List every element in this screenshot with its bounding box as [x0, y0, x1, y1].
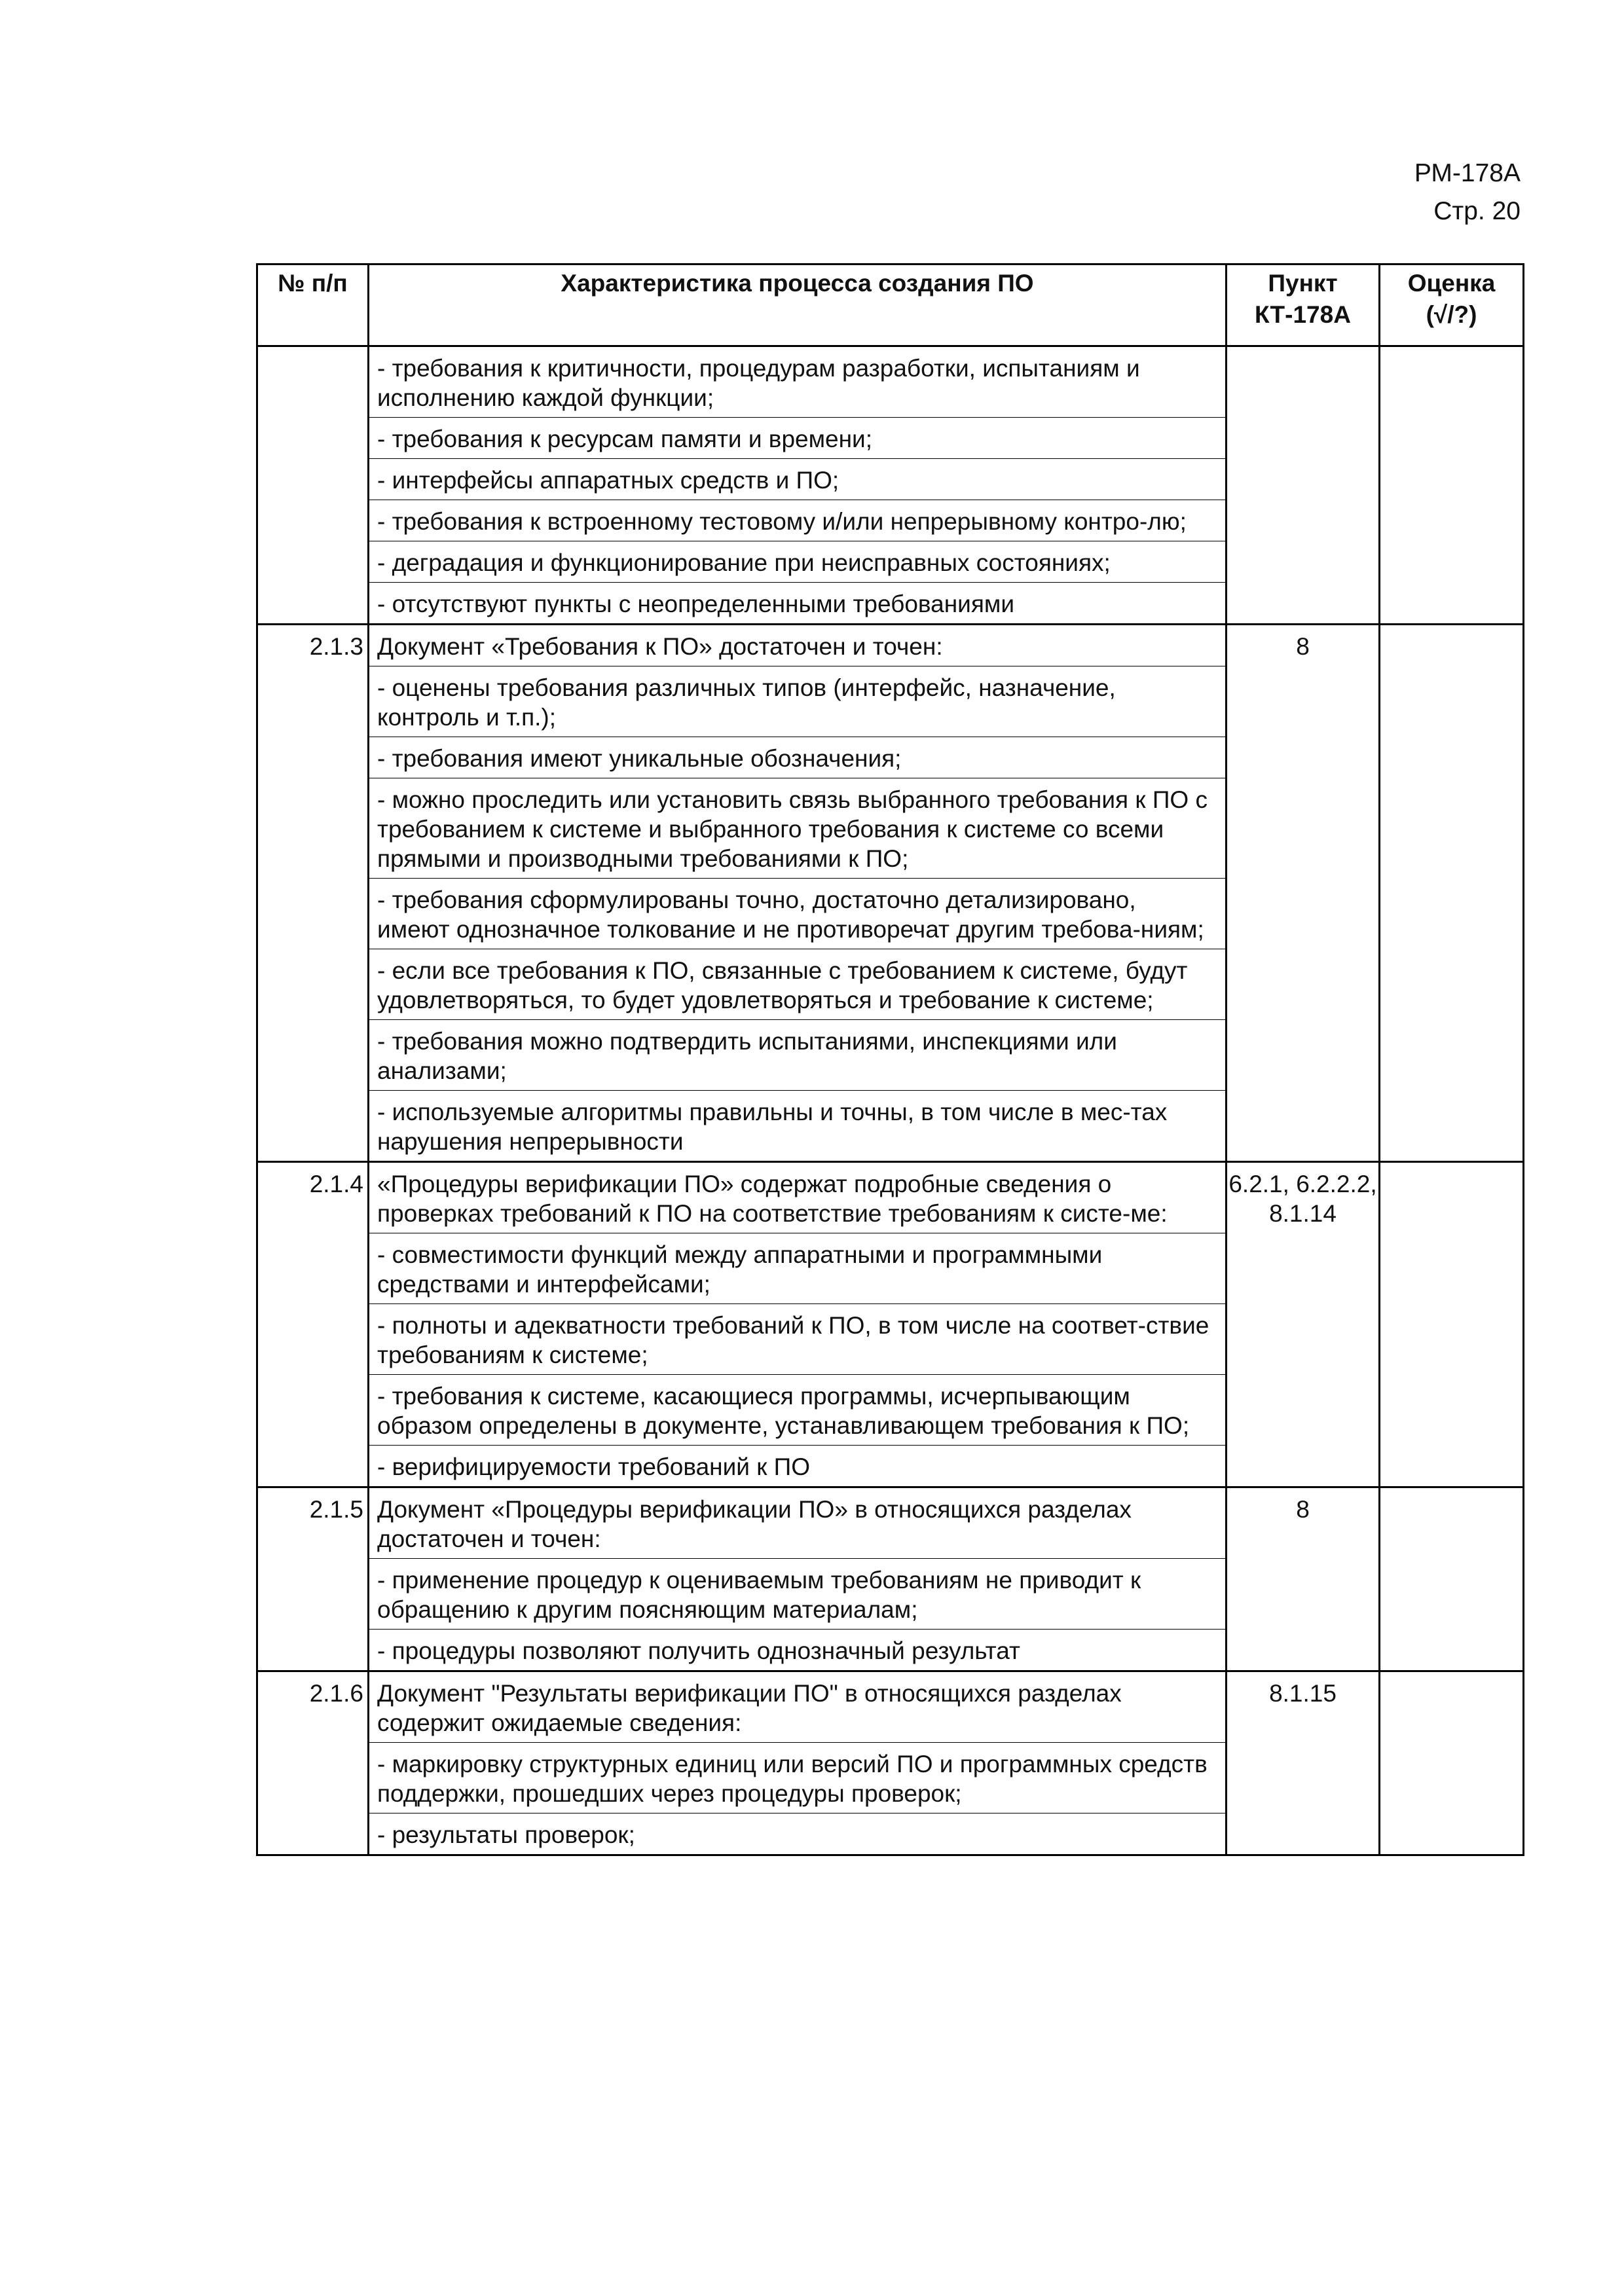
requirement-line: - деградация и функционирование при неисправных состояниях;: [369, 541, 1225, 582]
requirement-line: - требования к встроенному тестовому и/или непрерывному контро-лю;: [369, 500, 1225, 541]
requirement-line: - результаты проверок;: [369, 1813, 1225, 1854]
table-body: [257, 346, 1524, 1855]
table-header-row: [257, 264, 1524, 346]
requirement-line: - верифицируемости требований к ПО: [369, 1445, 1225, 1486]
reference-cell: 8: [1227, 1487, 1380, 1671]
item-description: [369, 1162, 1227, 1487]
item-description: [369, 1671, 1227, 1855]
requirement-line: - требования к критичности, процедурам разработки, испытаниям и исполнению каждой функции;: [377, 355, 1140, 411]
column-header-description: Характеристика процесса создания ПО: [369, 264, 1227, 346]
requirement-line: - совместимости функций между аппаратными и программными средствами и интерфейсами;: [369, 1233, 1225, 1303]
table-row: [257, 346, 1524, 625]
requirement-line: Документ «Процедуры верификации ПО» в относящихся разделах достаточен и точен:: [377, 1496, 1132, 1552]
requirement-line: Документ "Результаты верификации ПО" в относящихся разделах содержит ожидаемые сведения:: [377, 1680, 1122, 1736]
requirement-line: - требования имеют уникальные обозначения;: [369, 737, 1225, 778]
score-cell[interactable]: [1380, 1162, 1524, 1487]
requirement-line: - используемые алгоритмы правильны и точны, в том числе в мес-тах нарушения непрерывности: [369, 1090, 1225, 1161]
item-description: [369, 346, 1227, 625]
item-number: [257, 346, 369, 625]
score-cell[interactable]: [1380, 1487, 1524, 1671]
requirement-line: - требования сформулированы точно, достаточно детализировано, имеют однозначное толкование и не противоречат другим требова-ниям;: [369, 878, 1225, 949]
requirement-line: - оценены требования различных типов (интерфейс, назначение, контроль и т.п.);: [369, 666, 1225, 737]
item-description: [369, 1487, 1227, 1671]
column-header-number: № п/п: [257, 264, 369, 346]
requirement-line: - полноты и адекватности требований к ПО, в том числе на соответ-ствие требованиям к системе;: [369, 1303, 1225, 1374]
requirement-line: - требования к системе, касающиеся программы, исчерпывающим образом определены в документе, устанавливающем требования к ПО;: [369, 1374, 1225, 1445]
item-number: 2.1.6: [257, 1671, 369, 1855]
score-cell[interactable]: [1380, 625, 1524, 1162]
score-cell[interactable]: [1380, 1671, 1524, 1855]
requirement-line: - маркировку структурных единиц или версий ПО и программных средств поддержки, прошедших через процедуры проверок;: [369, 1742, 1225, 1813]
item-number: 2.1.4: [257, 1162, 369, 1487]
reference-cell: 6.2.1, 6.2.2.2, 8.1.14: [1227, 1162, 1380, 1487]
page-header: [1414, 155, 1521, 230]
column-header-score: Оценка (√/?): [1380, 264, 1524, 346]
document-code: РМ-178А: [1414, 159, 1521, 187]
requirement-line: - можно проследить или установить связь выбранного требования к ПО с требованием к системе и выбранного требования к системе со всеми прямыми и производными требованиями к ПО;: [369, 778, 1225, 878]
table-row: [257, 625, 1524, 1162]
requirement-line: «Процедуры верификации ПО» содержат подробные сведения о проверках требований к ПО на соответствие требованиям к систе-ме:: [377, 1171, 1168, 1227]
requirement-line: - требования можно подтвердить испытаниями, инспекциями или анализами;: [369, 1019, 1225, 1090]
requirement-line: - применение процедур к оцениваемым требованиям не приводит к обращению к другим поясняющим материалам;: [369, 1558, 1225, 1629]
reference-cell: 8.1.15: [1227, 1671, 1380, 1855]
table-row: [257, 1671, 1524, 1855]
score-cell[interactable]: [1380, 346, 1524, 625]
item-number: 2.1.3: [257, 625, 369, 1162]
column-header-reference: Пункт КТ-178А: [1227, 264, 1380, 346]
item-number: 2.1.5: [257, 1487, 369, 1671]
reference-cell: 8: [1227, 625, 1380, 1162]
requirement-line: Документ «Требования к ПО» достаточен и точен:: [377, 633, 943, 660]
item-description: [369, 625, 1227, 1162]
table-row: [257, 1487, 1524, 1671]
table-row: [257, 1162, 1524, 1487]
reference-cell: [1227, 346, 1380, 625]
page-number: Стр. 20: [1433, 197, 1521, 225]
requirement-line: - если все требования к ПО, связанные с требованием к системе, будут удовлетворяться, то будет удовлетворяться и требование к системе;: [369, 949, 1225, 1019]
requirement-line: - требования к ресурсам памяти и времени;: [369, 417, 1225, 458]
checklist-table: [256, 263, 1524, 1856]
requirement-line: - интерфейсы аппаратных средств и ПО;: [369, 458, 1225, 500]
requirement-line: - процедуры позволяют получить однозначный результат: [369, 1629, 1225, 1670]
requirement-line: - отсутствуют пункты с неопределенными требованиями: [369, 582, 1225, 623]
